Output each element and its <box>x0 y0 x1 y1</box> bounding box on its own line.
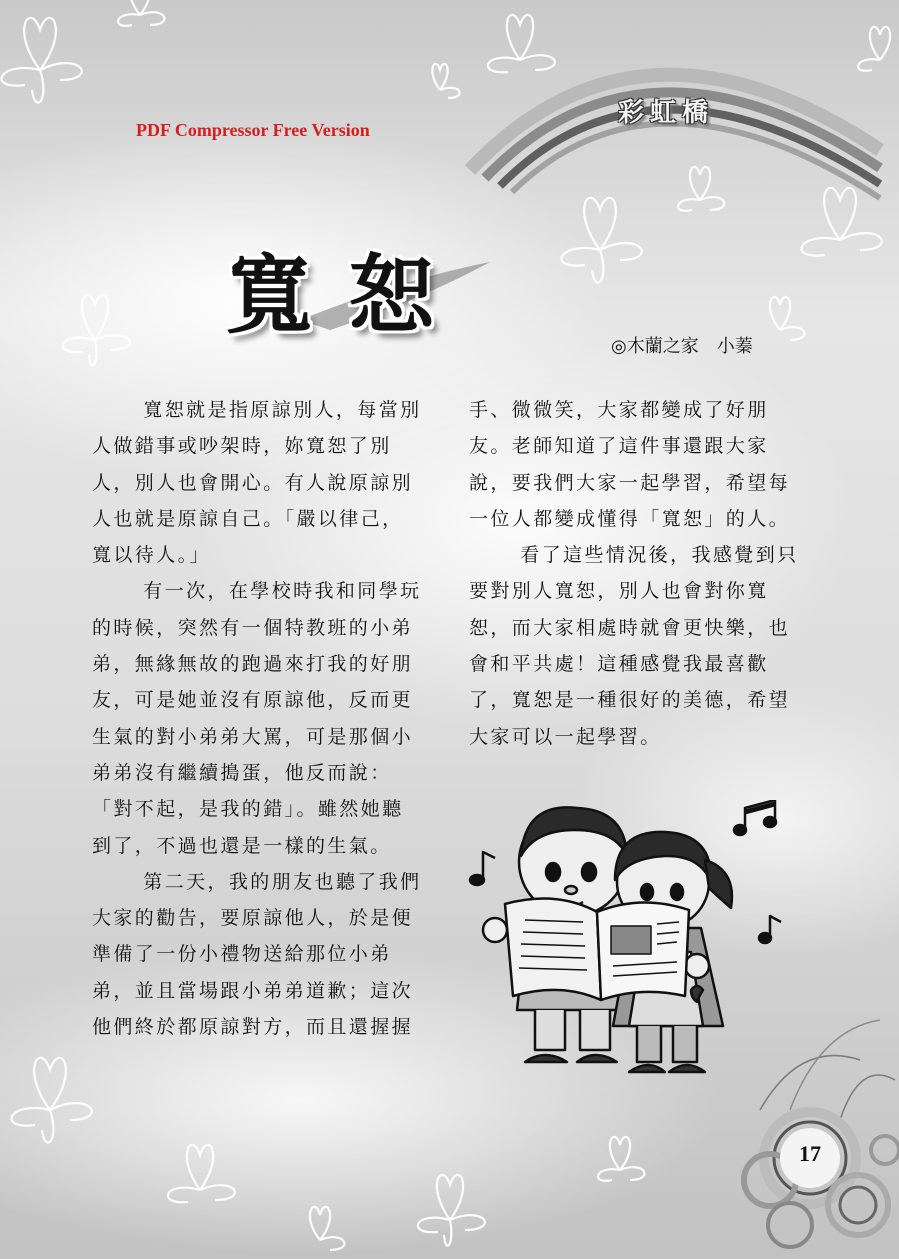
paragraph: 有一次，在學校時我和同學玩的時候，突然有一個特教班的小弟弟，無緣無故的跑過來打我的好朋友，可是她並沒有原諒他，反而更生氣的對小弟弟大罵，可是那個小弟弟沒有繼續搗蛋，他反而說：「對不起，是我的錯」。雖然她聽到了，不過也還是一樣的生氣。 <box>92 580 422 857</box>
article-column-left <box>92 392 422 1045</box>
article-byline: ◎木蘭之家 小蓁 <box>611 336 753 357</box>
article-title: 寬恕 <box>226 245 470 346</box>
page-number: 17 <box>799 1141 821 1166</box>
paragraph: 手、微微笑，大家都變成了好朋友。老師知道了這件事還跟大家說，要我們大家一起學習，希望每一位人都變成懂得「寬恕」的人。 <box>469 399 791 530</box>
article-column-right <box>469 392 799 755</box>
paragraph: 第二天，我的朋友也聽了我們大家的勸告，要原諒他人，於是便準備了一份小禮物送給那位小弟弟，並且當場跟小弟弟道歉；這次他們終於都原諒對方，而且還握握 <box>92 870 422 1039</box>
children-reading-illustration <box>465 800 805 1090</box>
section-tag: 彩虹橋 <box>618 98 715 128</box>
paragraph: 寬恕就是指原諒別人，每當別人做錯事或吵架時，妳寬恕了別人，別人也會開心。有人說原諒別人也就是原諒自己。「嚴以律己，寬以待人。」 <box>92 399 422 567</box>
paragraph: 看了這些情況後，我感覺到只要對別人寬恕，別人也會對你寬恕，而大家相處時就會更快樂，也會和平共處！這種感覺我最喜歡了，寬恕是一種很好的美德，希望大家可以一起學習。 <box>469 544 799 748</box>
watermark-text: PDF Compressor Free Version <box>136 120 370 140</box>
